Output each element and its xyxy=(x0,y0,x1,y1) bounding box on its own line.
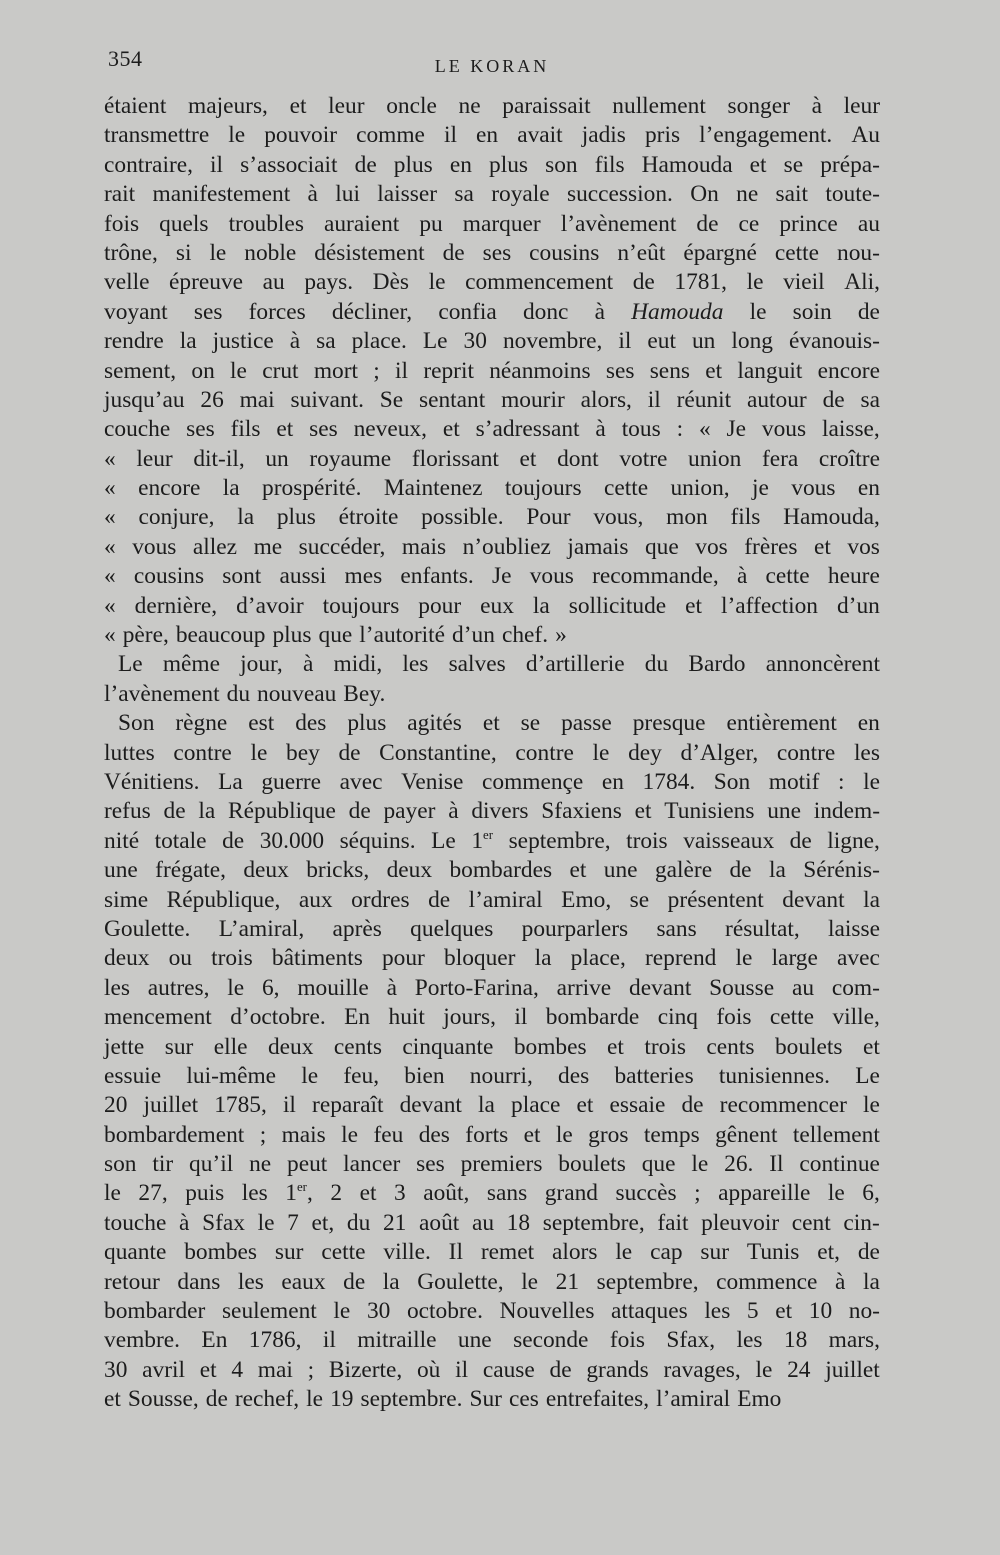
text-line: étaient majeurs, et leur oncle ne paraissait nullement songer à leur xyxy=(104,93,880,119)
text-line: transmettre le pouvoir comme il en avait jadis pris l’engagement. Au xyxy=(104,122,880,149)
text-line: deux ou trois bâtiments pour bloquer la place, reprend le large avec xyxy=(104,945,880,972)
text-line: « père, beaucoup plus que l’autorité d’un chef. » xyxy=(104,622,567,649)
page-number: 354 xyxy=(108,46,143,71)
text-line: « encore la prospérité. Maintenez toujours cette union, je vous en xyxy=(104,475,880,502)
text-line: jette sur elle deux cents cinquante bombes et trois cents boulets et xyxy=(104,1033,880,1060)
body-text xyxy=(104,92,880,1415)
text-line: bombardement ; mais le feu des forts et le gros temps gênent tellement xyxy=(104,1121,880,1148)
text-line: jusqu’au 26 mai suivant. Se sentant mourir alors, il réunit autour de sa xyxy=(104,386,880,413)
text-line: Goulette. L’amiral, après quelques pourparlers sans résultat, laisse xyxy=(104,915,880,942)
text-line: « vous allez me succéder, mais n’oubliez jamais que vos frères et vos xyxy=(104,533,880,560)
text-line: fois quels troubles auraient pu marquer l’avènement de ce prince au xyxy=(104,210,880,237)
text-line: quante bombes sur cette ville. Il remet alors le cap sur Tunis et, de xyxy=(104,1239,880,1266)
text-line: 20 juillet 1785, il reparaît devant la place et essaie de recommencer le xyxy=(104,1092,880,1119)
text-line: luttes contre le bey de Constantine, contre le dey d’Alger, contre les xyxy=(104,739,880,766)
text-line: Son règne est des plus agités et se passe presque entièrement en xyxy=(118,710,880,737)
text-line: une frégate, deux bricks, deux bombardes et une galère de la Sérénis- xyxy=(104,857,880,884)
text-line: « leur dit-il, un royaume florissant et dont votre union fera croître xyxy=(104,445,880,472)
text-line: retour dans les eaux de la Goulette, le 21 septembre, commence à la xyxy=(104,1268,880,1295)
text-line: touche à Sfax le 7 et, du 21 août au 18 septembre, fait pleuvoir cent cin- xyxy=(104,1209,880,1236)
text-line: l’avènement du nouveau Bey. xyxy=(104,680,386,707)
running-title: LE KORAN xyxy=(434,56,550,76)
text-line: bombarder seulement le 30 octobre. Nouvelles attaques les 5 et 10 no- xyxy=(104,1298,880,1325)
text-line: son tir qu’il ne peut lancer ses premiers boulets que le 26. Il continue xyxy=(104,1151,880,1178)
text-line: mencement d’octobre. En huit jours, il bombarde cinq fois cette ville, xyxy=(104,1004,880,1031)
text-line: refus de la République de payer à divers Sfaxiens et Tunisiens une indem- xyxy=(104,798,880,825)
text-line: couche ses fils et ses neveux, et s’adressant à tous : « Je vous laisse, xyxy=(104,416,880,443)
text-line: rait manifestement à lui laisser sa royale succession. On ne sait toute- xyxy=(104,181,880,208)
text-line: « cousins sont aussi mes enfants. Je vous recommande, à cette heure xyxy=(104,563,880,590)
text-line: le 27, puis les 1er, 2 et 3 août, sans grand succès ; appareille le 6, xyxy=(104,1180,880,1207)
text-line: « dernière, d’avoir toujours pour eux la sollicitude et l’affection d’un xyxy=(104,592,880,619)
text-line: sime République, aux ordres de l’amiral Emo, se présentent devant la xyxy=(104,886,880,913)
text-line: sement, on le crut mort ; il reprit néanmoins ses sens et languit encore xyxy=(104,357,880,384)
text-line: 30 avril et 4 mai ; Bizerte, où il cause de grands ravages, le 24 juillet xyxy=(104,1356,880,1383)
text-line: Le même jour, à midi, les salves d’artillerie du Bardo annoncèrent xyxy=(118,651,880,678)
text-line: essuie lui-même le feu, bien nourri, des batteries tunisiennes. Le xyxy=(104,1062,880,1089)
text-line: rendre la justice à sa place. Le 30 novembre, il eut un long évanouis- xyxy=(104,328,880,355)
text-line: voyant ses forces décliner, confia donc à Hamouda le soin de xyxy=(104,298,880,325)
text-line: vembre. En 1786, il mitraille une seconde fois Sfax, les 18 mars, xyxy=(104,1327,880,1354)
text-line: et Sousse, de rechef, le 19 septembre. Sur ces entrefaites, l’amiral Emo xyxy=(104,1386,782,1413)
text-line: velle épreuve au pays. Dès le commencement de 1781, le vieil Ali, xyxy=(104,269,880,296)
text-line: nité totale de 30.000 séquins. Le 1er septembre, trois vaisseaux de ligne, xyxy=(104,827,880,854)
text-line: « conjure, la plus étroite possible. Pour vous, mon fils Hamouda, xyxy=(104,504,880,531)
text-line: contraire, il s’associait de plus en plus son fils Hamouda et se prépa- xyxy=(104,151,880,178)
text-line: trône, si le noble désistement de ses cousins n’eût épargné cette nou- xyxy=(104,239,880,266)
text-line: les autres, le 6, mouille à Porto-Farina, arrive devant Sousse au com- xyxy=(104,974,880,1001)
page-header xyxy=(104,40,880,92)
text-line: Vénitiens. La guerre avec Venise commençe en 1784. Son motif : le xyxy=(104,768,880,795)
